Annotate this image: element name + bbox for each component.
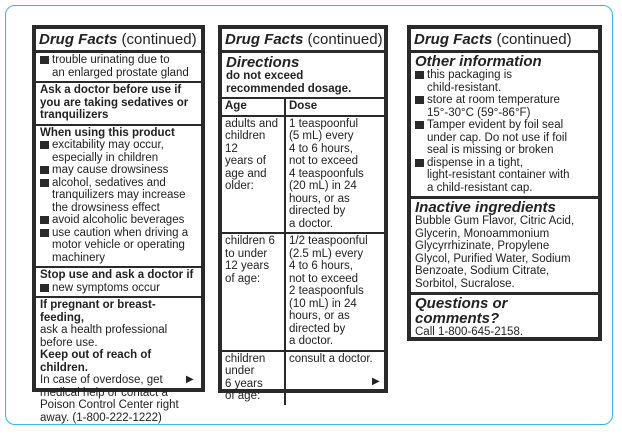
list-item-text: machinery (52, 251, 106, 264)
dose-line: 4 to 6 hours, (289, 260, 353, 272)
age-cell (222, 351, 285, 405)
bullet-square-icon (415, 71, 424, 79)
dose-line: a doctor. (289, 217, 334, 230)
keep-out-heading: Keep out of reach of children. (40, 349, 152, 374)
bullet-square-icon (40, 216, 49, 224)
ingredient-line: Sorbitol, Sucralose. (415, 277, 515, 290)
list-item (40, 214, 197, 227)
age-line: of age: (225, 390, 261, 402)
ingredient-line: Glycol, Purified Water, Sodium (415, 252, 571, 265)
list-item (415, 119, 594, 157)
list-item (40, 227, 197, 265)
list-item-text: motor vehicle or operating (52, 239, 185, 251)
ingredient-line: Bubble Gum Flavor, Citric Acid, (415, 215, 575, 227)
inactive-ingredients-heading: Inactive ingredients (415, 199, 556, 216)
age-line: to under (225, 247, 268, 260)
drug-facts-panel-2 (218, 25, 388, 402)
dose-line: a doctor. (289, 335, 334, 347)
age-line: children 6 (225, 235, 275, 247)
stop-use-section: Stop use and ask a doctor if new symptoms occur (36, 266, 201, 296)
list-item-text: light-resistant container with (427, 169, 570, 181)
dose-line: hours, or as (289, 192, 350, 205)
dose-line: 1 teaspoonful (289, 117, 359, 130)
dose-cell (285, 351, 384, 405)
pregnancy-text: ask a health professional (40, 324, 168, 336)
age-line: of age: (225, 272, 261, 285)
list-item (415, 157, 594, 195)
questions-heading: Questions or comments? (415, 295, 508, 327)
dose-cell (285, 116, 384, 234)
dose-cell (285, 233, 384, 351)
when-using-section (36, 124, 201, 267)
dose-column-header: Dose (285, 98, 384, 116)
inactive-ingredients-section (411, 196, 598, 292)
list-item-text: especially in children (52, 151, 159, 164)
ingredient-line: Glycyrrhizinate, Propylene (415, 240, 550, 252)
bullet-square-icon (40, 141, 49, 149)
age-line: older: (225, 180, 254, 192)
when-using-heading: When using this product (40, 126, 175, 139)
dose-line: 2 teaspoonfuls (289, 285, 364, 297)
list-item-text: alcohol, sedatives and (52, 176, 166, 189)
age-column-header: Age (222, 98, 285, 116)
list-item (415, 69, 594, 94)
directions-heading: Directions (226, 54, 300, 71)
list-item (415, 94, 594, 119)
bullet-square-icon (40, 166, 49, 174)
ask-doctor-section: Ask a doctor before use if you are taking sedatives or tranquilizers (36, 81, 201, 124)
age-cell (222, 233, 285, 351)
urination-warning: trouble urinating due to an enlarged prostate gland (36, 53, 201, 81)
table-row (222, 351, 384, 405)
list-item-text: under cap. Do not use if foil (427, 131, 567, 144)
list-item-text: use caution when driving a (52, 226, 189, 239)
pregnancy-heading: If pregnant or breast-feeding, (40, 299, 156, 324)
dose-line: (20 mL) in 24 (289, 180, 357, 192)
dose-line: (2.5 mL) every (289, 247, 364, 260)
stop-use-heading: Stop use and ask a doctor if (40, 269, 194, 281)
other-information-heading: Other information (415, 53, 542, 70)
list-item-text: may cause drowsiness (52, 164, 169, 176)
directions-header (222, 53, 384, 97)
questions-section (411, 292, 598, 341)
table-row (222, 116, 384, 234)
dose-line: not to exceed (289, 272, 359, 285)
bullet-square-icon (40, 229, 49, 237)
bullet-square-icon (40, 284, 49, 292)
ingredient-line: Glycerin, Monoammonium (415, 227, 550, 240)
list-item-text: this packaging is (427, 69, 513, 81)
panel-title: Drug Facts (continued) (36, 29, 201, 53)
overdose-text (40, 374, 197, 424)
list-item-text: 15°-30°C (59°-86°F) (427, 106, 531, 119)
list-item-text: dispense in a tight, (427, 156, 523, 169)
phone-number: Call 1-800-645-2158. (415, 326, 524, 338)
age-line: age and (225, 167, 267, 180)
list-item (40, 139, 197, 164)
ingredient-line: Benzoate, Sodium Citrate, (415, 265, 550, 277)
drug-facts-panel-3 (407, 25, 602, 341)
table-row (222, 233, 384, 351)
overdose-line: In case of overdose, get (40, 374, 163, 386)
other-information-section (411, 53, 598, 196)
dose-line: directed by (289, 205, 346, 217)
list-item-text: child-resistant. (427, 81, 502, 94)
dose-line: not to exceed (289, 155, 359, 167)
panel-title: Drug Facts (continued) (411, 29, 598, 53)
dose-line: consult a doctor. (289, 352, 373, 365)
list-item-text: the drowsiness effect (52, 201, 160, 214)
age-line: under (225, 365, 255, 377)
pregnancy-text: before use. (40, 336, 98, 349)
overdose-line: medical help or contact a (40, 386, 168, 399)
list-item (40, 177, 197, 215)
other-information-list (415, 69, 594, 194)
age-line: adults and (225, 117, 279, 130)
list-item-text: avoid alcoholic beverages (52, 214, 185, 226)
bullet-square-icon (415, 159, 424, 167)
continue-arrow-icon: ▶ (372, 376, 380, 387)
directions-subheading: do not exceed recommended dosage. (226, 70, 352, 95)
panel-title: Drug Facts (continued) (222, 29, 384, 53)
bullet-square-icon (40, 56, 49, 64)
list-item-text: a child-resistant cap. (427, 181, 533, 194)
dosage-table (222, 97, 384, 405)
list-item-text: excitability may occur, (52, 139, 164, 151)
overdose-line: Poison Control Center right (40, 399, 179, 411)
bullet-square-icon (415, 121, 424, 129)
drug-facts-panel-1 (32, 25, 205, 424)
dose-line: 1/2 teaspoonful (289, 235, 368, 247)
dose-line: 4 teaspoonfuls (289, 167, 364, 180)
continue-arrow-icon: ▶ (186, 374, 194, 385)
dose-line: 4 to 6 hours, (289, 142, 353, 155)
dose-line: hours, or as (289, 310, 350, 322)
bullet-square-icon (40, 179, 49, 187)
when-using-list (40, 139, 197, 264)
list-item-text: store at room temperature (427, 94, 560, 106)
list-item-text: seal is missing or broken (427, 144, 554, 156)
age-line: children 12 (225, 130, 266, 155)
bullet-square-icon (415, 96, 424, 104)
age-cell (222, 116, 285, 234)
list-item-text: Tamper evident by foil seal (427, 119, 564, 131)
pregnancy-section (36, 296, 201, 426)
table-header-row (222, 98, 384, 116)
age-line: children (225, 352, 266, 365)
age-line: 6 years (225, 377, 263, 390)
list-item (40, 164, 197, 177)
inactive-ingredients-text (415, 215, 594, 290)
overdose-line: away. (1-800-222-1222) (40, 411, 162, 424)
age-line: years of (225, 155, 266, 167)
list-item-text: tranquilizers may increase (52, 189, 186, 201)
dose-line: (10 mL) in 24 (289, 297, 357, 310)
dose-line: directed by (289, 322, 346, 335)
dose-line: (5 mL) every (289, 130, 354, 142)
age-line: 12 years (225, 260, 270, 272)
